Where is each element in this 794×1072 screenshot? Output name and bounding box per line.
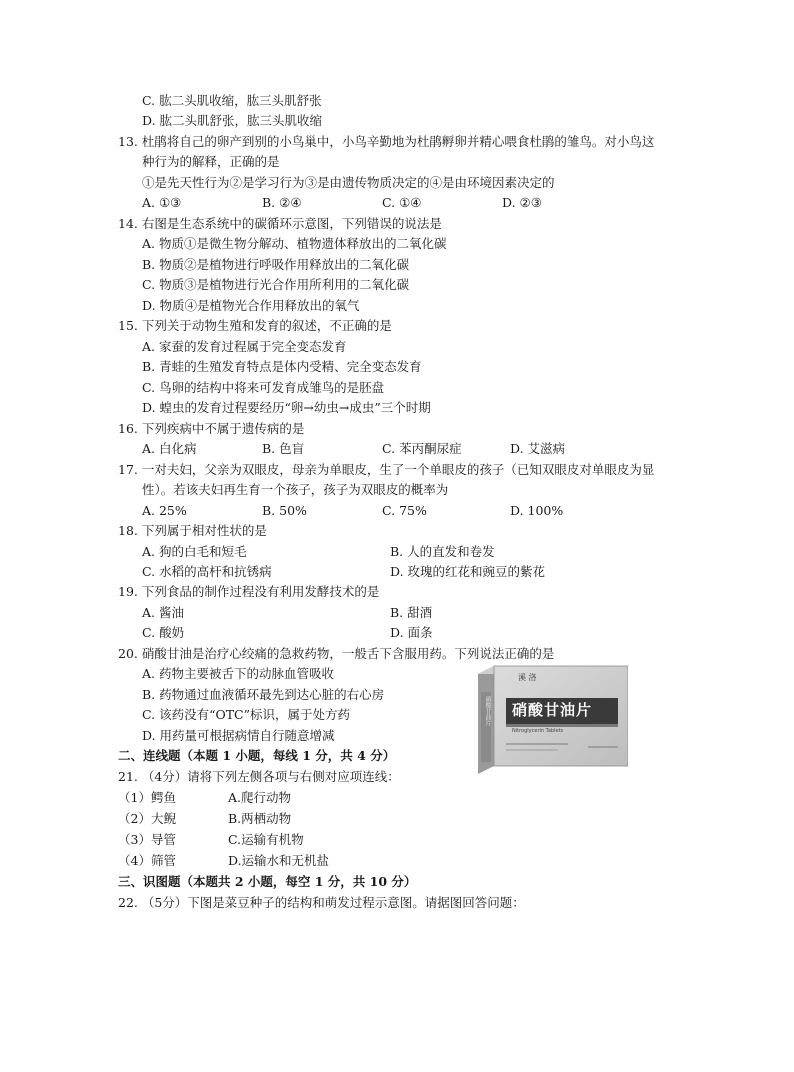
q13-option-b: B. ②④ xyxy=(262,195,302,210)
q21-right-a: A.爬行动物 xyxy=(228,790,292,805)
q18-option-b: B. 人的直发和卷发 xyxy=(390,544,495,559)
q17-option-d: D. 100% xyxy=(510,503,564,518)
q20-option-a: A. 药物主要被舌下的动脉血管吸收 xyxy=(142,666,334,681)
q19-option-d: D. 面条 xyxy=(390,625,433,640)
q16-option-b: B. 色盲 xyxy=(262,441,305,456)
q18-option-d: D. 玫瑰的红花和豌豆的紫花 xyxy=(390,564,546,579)
q19-option-a: A. 酱油 xyxy=(142,605,184,620)
q17-stem: 17. 一对夫妇，父亲为双眼皮，母亲为单眼皮，生了一个单眼皮的孩子（已知双眼皮对单眼皮为显 xyxy=(118,462,655,477)
q17-option-c: C. 75% xyxy=(382,503,427,518)
nitroglycerin-box-image xyxy=(478,662,628,774)
section-2-title: 二、连线题（本题 1 小题，每线 1 分，共 4 分） xyxy=(118,748,396,763)
q15-option-d: D. 蝗虫的发育过程要经历“卵→幼虫→成虫”三个时期 xyxy=(142,400,431,415)
q15-option-a: A. 家蚕的发育过程属于完全变态发育 xyxy=(142,339,347,354)
medbox-english-name: Nitroglycerin Tablets xyxy=(512,728,564,734)
q15-option-b: B. 青蛙的生殖发育特点是体内受精、完全变态发育 xyxy=(142,359,422,374)
q16-stem: 16. 下列疾病中不属于遗传病的是 xyxy=(118,421,305,436)
q21-left-2: （2）大鲵 xyxy=(118,811,176,826)
q17-stem-cont: 性）。若该夫妇再生育一个孩子，孩子为双眼皮的概率为 xyxy=(142,482,449,497)
medbox-name: 硝酸甘油片 xyxy=(512,701,593,719)
q21-left-4: （4）筛管 xyxy=(118,853,176,868)
q15-option-c: C. 鸟卵的结构中将来可发育成雏鸟的是胚盘 xyxy=(142,380,385,395)
q22-stem: 22. （5分）下图是菜豆种子的结构和萌发过程示意图。请据图回答问题： xyxy=(118,895,525,910)
q18-option-a: A. 狗的白毛和短毛 xyxy=(142,544,247,559)
q21-right-d: D.运输水和无机盐 xyxy=(228,853,330,868)
q14-stem: 14. 右图是生态系统中的碳循环示意图，下列错误的说法是 xyxy=(118,216,442,231)
q17-option-a: A. 25% xyxy=(142,503,187,518)
section-3-title: 三、识图题（本题共 2 小题，每空 1 分，共 10 分） xyxy=(118,874,417,889)
medbox-side-label: 硝酸甘油片 xyxy=(484,696,491,726)
q21-left-1: （1）鳄鱼 xyxy=(118,790,176,805)
q21-right-b: B.两栖动物 xyxy=(228,811,292,826)
q18-stem: 18. 下列属于相对性状的是 xyxy=(118,523,267,538)
q19-option-b: B. 甜酒 xyxy=(390,605,433,620)
medbox-brand: 溪 洛 xyxy=(518,673,537,682)
q14-option-d: D. 物质④是植物光合作用释放出的氧气 xyxy=(142,298,360,313)
q16-option-c: C. 苯丙酮尿症 xyxy=(382,441,462,456)
q20-option-c: C. 该药没有“OTC”标识，属于处方药 xyxy=(142,707,350,722)
q21-stem: 21. （4分）请将下列左侧各项与右侧对应项连线： xyxy=(118,769,400,784)
q13-stem-cont: 种行为的解释，正确的是 xyxy=(142,154,280,169)
q13-stem: 13. 杜鹃将自己的卵产到别的小鸟巢中，小鸟辛勤地为杜鹃孵卵并精心喂食杜鹃的雏鸟。对小鸟这 xyxy=(118,134,655,149)
q19-stem: 19. 下列食品的制作过程没有利用发酵技术的是 xyxy=(118,584,380,599)
q14-option-a: A. 物质①是微生物分解动、植物遗体释放出的二氧化碳 xyxy=(142,236,447,251)
q14-option-c: C. 物质③是植物进行光合作用所利用的二氧化碳 xyxy=(142,277,410,292)
q13-statements: ①是先天性行为②是学习行为③是由遗传物质决定的④是由环境因素决定的 xyxy=(142,175,555,190)
q14-option-b: B. 物质②是植物进行呼吸作用释放出的二氧化碳 xyxy=(142,257,410,272)
q21-left-3: （3）导管 xyxy=(118,832,176,847)
q16-option-d: D. 艾滋病 xyxy=(510,441,566,456)
q21-right-c: C.运输有机物 xyxy=(228,832,304,847)
q18-option-c: C. 水稻的高杆和抗锈病 xyxy=(142,564,272,579)
q19-option-c: C. 酸奶 xyxy=(142,625,185,640)
q15-stem: 15. 下列关于动物生殖和发育的叙述，不正确的是 xyxy=(118,318,392,333)
q16-option-a: A. 白化病 xyxy=(142,441,197,456)
q20-option-b: B. 药物通过血液循环最先到达心脏的右心房 xyxy=(142,687,385,702)
q12-option-d: D. 肱二头肌舒张，肱三头肌收缩 xyxy=(142,113,323,128)
q13-option-c: C. ①④ xyxy=(382,195,422,210)
q13-option-a: A. ①③ xyxy=(142,195,182,210)
q20-stem: 20. 硝酸甘油是治疗心绞痛的急救药物，一般舌下含服用药。下列说法正确的是 xyxy=(118,646,555,661)
q12-option-c: C. 肱二头肌收缩，肱三头肌舒张 xyxy=(142,93,322,108)
q13-option-d: D. ②③ xyxy=(502,195,542,210)
q17-option-b: B. 50% xyxy=(262,503,307,518)
q20-option-d: D. 用药量可根据病情自行随意增减 xyxy=(142,728,335,743)
